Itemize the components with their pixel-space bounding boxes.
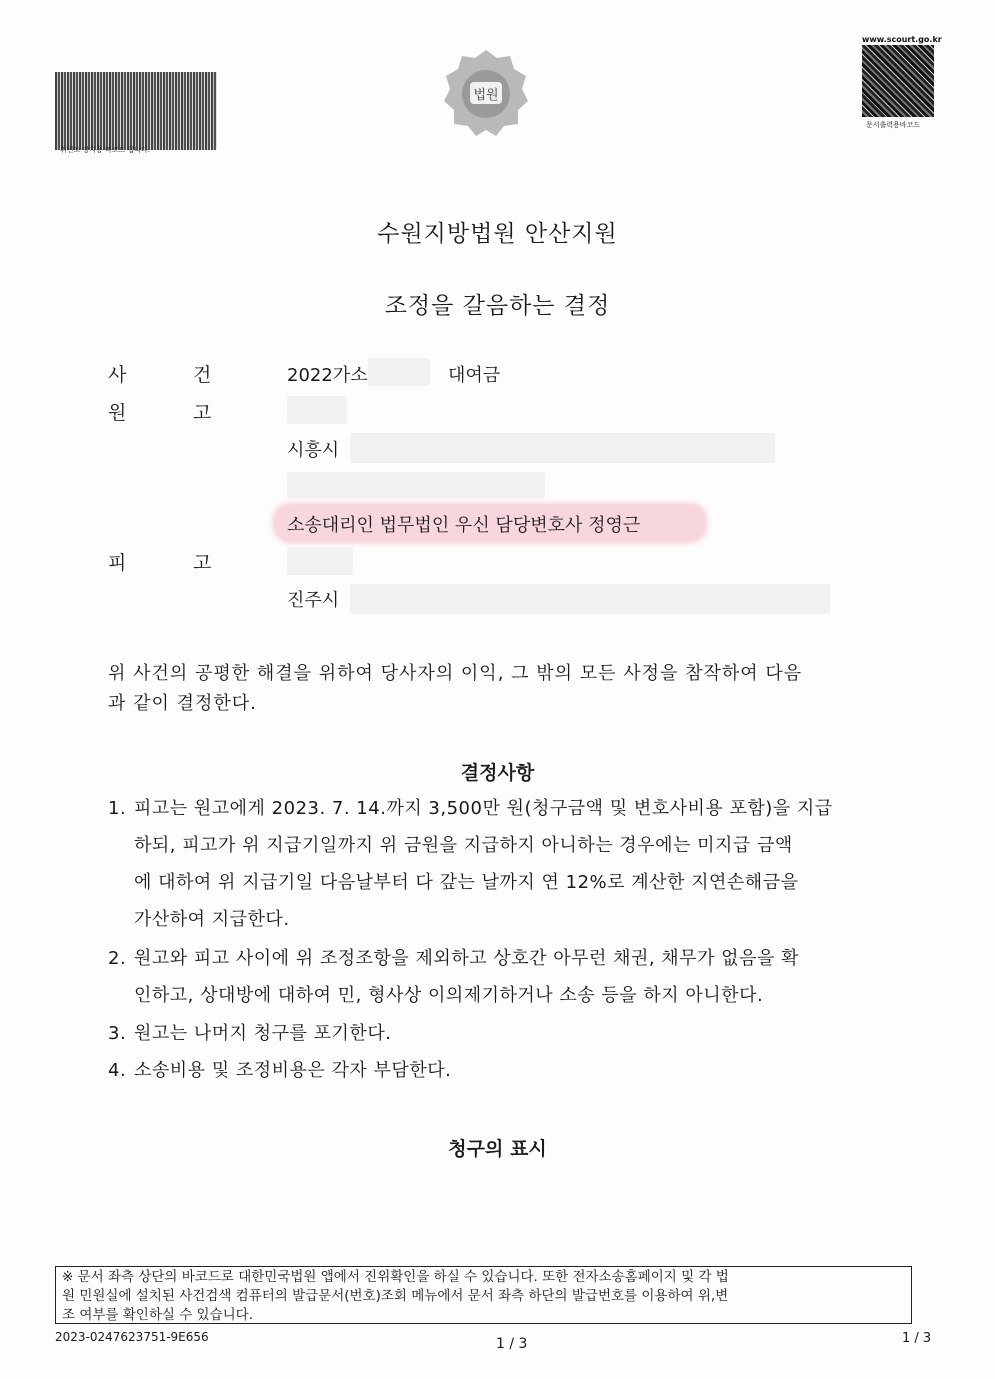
court-seal-icon — [442, 48, 530, 136]
intro-line-2: 과 같이 결정한다. — [108, 693, 257, 714]
plaintiff-label-2: 고 — [193, 402, 212, 424]
redacted-defendant-address — [350, 584, 830, 614]
claim-title: 청구의 표시 — [448, 1138, 547, 1160]
seal-text: 법원 — [473, 88, 499, 103]
verification-notice — [55, 1266, 912, 1324]
issue-number: 2023-0247623751-9E656 — [55, 1330, 209, 1344]
print-barcode — [862, 45, 934, 117]
item-number: 1. — [108, 798, 127, 819]
redacted-plaintiff-address — [350, 433, 775, 463]
notice-line-3: 조 여부를 확인하실 수 있습니다. — [62, 1307, 253, 1323]
redacted-plaintiff-name — [287, 396, 347, 424]
item-number: 4. — [108, 1060, 127, 1081]
decision-item-2-line-2: 인하고, 상대방에 대하여 민, 형사상 이의제기하거나 소송 등을 하지 아니한다. — [134, 985, 764, 1006]
plaintiff-label-1: 원 — [108, 402, 127, 424]
notice-line-2: 원 민원실에 설치된 사건검색 컴퓨터의 발급문서(번호)조회 메뉴에서 문서 좌측 하단의 발급번호를 이용하여 위,변 — [62, 1288, 729, 1304]
decision-title: 결정사항 — [460, 762, 535, 784]
decision-item-4 — [108, 1052, 868, 1089]
redacted-plaintiff-address-2 — [287, 472, 545, 498]
decision-item-2 — [108, 940, 868, 977]
plaintiff-city: 시흥시 — [287, 440, 340, 461]
intro-line-1: 위 사건의 공평한 해결을 위하여 당사자의 이익, 그 밖의 모든 사정을 참작하여 다음 — [108, 663, 803, 684]
redacted-case-number — [368, 358, 430, 386]
authenticity-barcode — [55, 72, 217, 150]
decision-item-1-line-3: 에 대하여 위 지급기일 다음날부터 다 갚는 날까지 연 12%로 계산한 지연손해금을 — [134, 872, 799, 893]
case-number: 2022가소 — [287, 365, 368, 386]
page-number-right: 1 / 3 — [902, 1331, 932, 1346]
notice-line-1: ※ 문서 좌측 상단의 바코드로 대한민국법원 앱에서 진위확인을 하실 수 있습니다. 또한 전자소송홈페이지 및 각 법 — [62, 1269, 729, 1285]
page-number-center: 1 / 3 — [496, 1336, 528, 1352]
item-text: 원고와 피고 사이에 위 조정조항을 제외하고 상호간 아무런 채권, 채무가 없음을 확 — [134, 948, 799, 969]
document-title: 조정을 갈음하는 결정 — [384, 293, 611, 319]
defendant-label-1: 피 — [108, 552, 127, 574]
decision-item-1-line-4: 가산하여 지급한다. — [134, 909, 290, 930]
case-label-2: 건 — [193, 364, 212, 386]
item-text: 소송비용 및 조정비용은 각자 부담한다. — [134, 1060, 452, 1081]
court-name: 수원지방법원 안산지원 — [377, 221, 618, 247]
decision-item-1 — [108, 790, 868, 827]
item-number: 2. — [108, 948, 127, 969]
right-barcode-url: www.scourt.go.kr — [862, 35, 942, 44]
decision-item-3 — [108, 1015, 868, 1052]
left-barcode-caption: 위변조 방지용 바코드 입니다. — [60, 146, 151, 154]
item-text: 원고는 나머지 청구를 포기한다. — [134, 1023, 392, 1044]
defendant-city: 진주시 — [287, 590, 340, 611]
item-text: 피고는 원고에게 2023. 7. 14.까지 3,500만 원(청구금액 및 변호사비용 포함)을 지급 — [134, 798, 833, 819]
case-label-1: 사 — [108, 364, 127, 386]
case-type: 대여금 — [448, 365, 501, 386]
item-number: 3. — [108, 1023, 127, 1044]
right-barcode-caption: 문서출력용바코드 — [866, 121, 921, 129]
representative: 소송대리인 법무법인 우신 담당변호사 정영근 — [287, 515, 641, 536]
decision-item-1-line-2: 하되, 피고가 위 지급기일까지 위 금원을 지급하지 아니하는 경우에는 미지급 금액 — [134, 835, 793, 856]
redacted-defendant-name — [287, 547, 353, 575]
defendant-label-2: 고 — [193, 552, 212, 574]
